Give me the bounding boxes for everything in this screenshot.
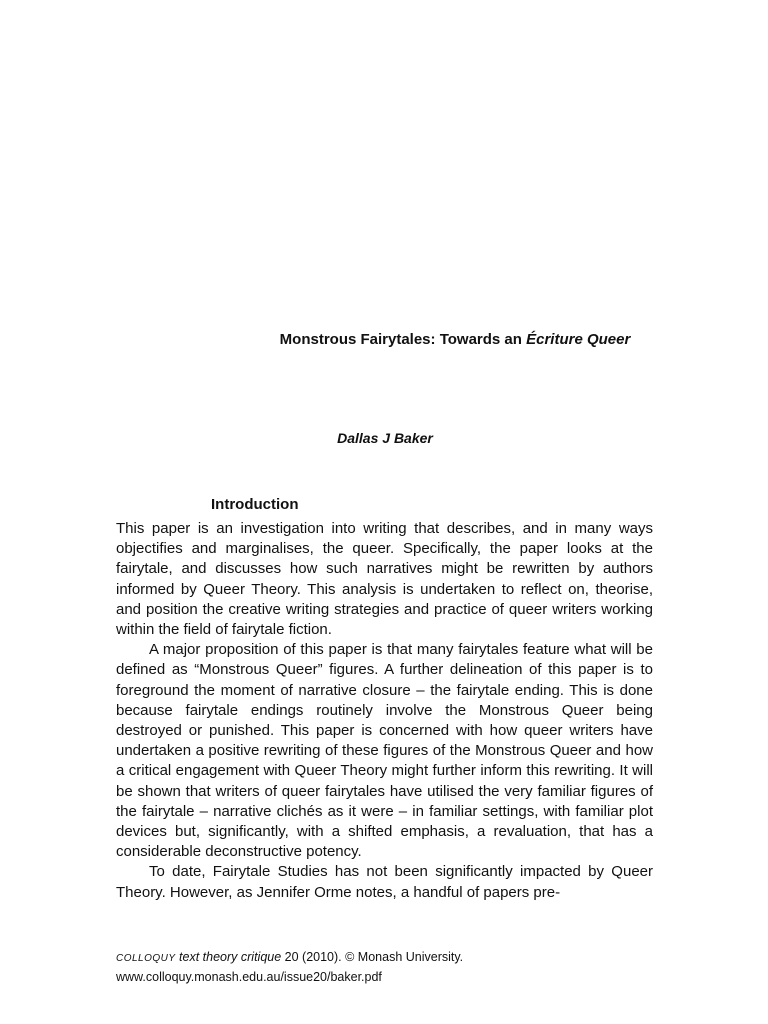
paragraph: To date, Fairytale Studies has not been significantly impacted by Queer Theory. However, as Jennifer Orme notes, a handful of papers pre- [116,863,653,901]
body-text [116,519,653,903]
paragraph: This paper is an investigation into writing that describes, and in many ways objectifies and marginalises, the queer. Specifically, the paper looks at the fairytale, and discusses how such narratives might be rewritten by authors informed by Queer Theory. This analysis is undertaken to reflect on, theorise, and position the creative writing strategies and practice of queer writers working within the field of fairytale fiction. [116,520,653,639]
citation-line [116,948,463,968]
title-italic: Écriture Queer [526,331,631,348]
author-name: Dallas J Baker [337,430,433,446]
paragraph: A major proposition of this paper is that many fairytales feature what will be defined as “Monstrous Queer” figures. A further delineation of this paper is to foreground the moment of narrative closure – the fairytale ending. This is done because fairytale endings routinely involve the Monstrous Queer being destroyed or punished. This paper is concerned with how queer writers have undertaken a positive rewriting of these figures of the Monstrous Queer and how a critical engagement with Queer Theory might further inform this rewriting. It will be shown that writers of queer fairytales have utilised the very familiar figures of the fairytale – narrative clichés as it were – in familiar settings, with familiar plot devices but, significantly, with a shifted emphasis, a revaluation, that has a considerable deconstructive potency. [116,641,653,861]
section-heading: Introduction [211,496,299,513]
footer-citation [116,948,463,986]
paper-title [0,331,768,348]
title-main: Monstrous Fairytales: Towards an [279,331,527,348]
citation-details: 20 (2010). © Monash University. [281,950,464,964]
journal-subtitle: text theory critique [175,950,282,964]
footer-url: www.colloquy.monash.edu.au/issue20/baker.pdf [116,970,382,984]
journal-name: COLLOQUY [116,953,176,964]
